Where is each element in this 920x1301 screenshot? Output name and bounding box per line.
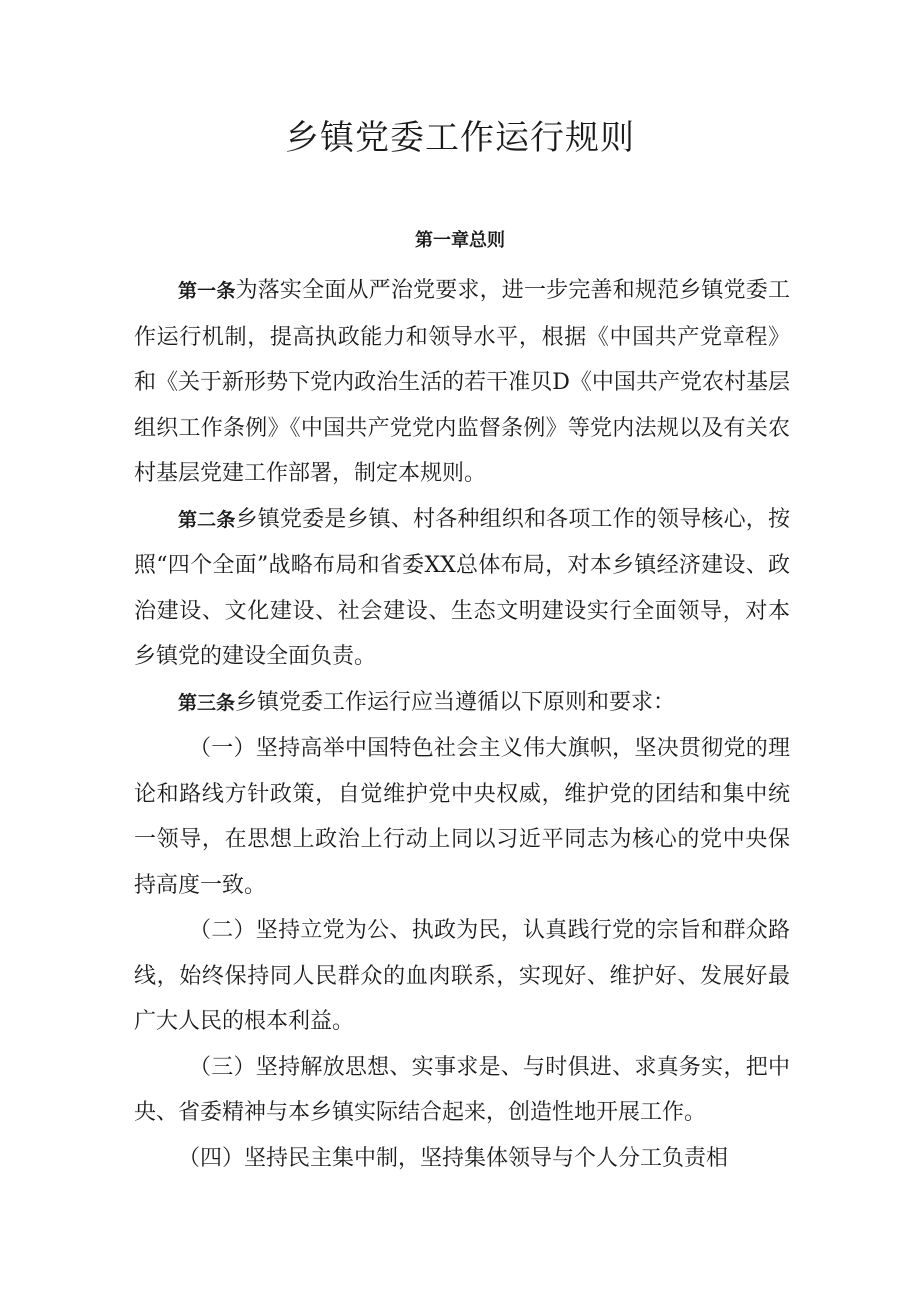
- article-paragraph: [134, 268, 790, 497]
- document-title: 乡镇党委工作运行规则: [285, 118, 635, 158]
- list-item: （三）坚持解放思想、实事求是、与时俱进、求真务实，把中央、省委精神与本乡镇实际结合起来，创造性地开展工作。: [134, 1054, 790, 1125]
- article-text: 乡镇党委是乡镇、村各种组织和各项工作的领导核心，按照“四个全面”战略布局和省委XX总体布局，对本乡镇经济建设、政治建设、文化建设、社会建设、生态文明建设实行全面领导，对本乡镇党的建设全面负责。: [134, 506, 790, 669]
- article-label: 第一条: [178, 280, 236, 302]
- article-text: 为落实全面从严治党要求，进一步完善和规范乡镇党委工作运行机制，提高执政能力和领导水平，根据《中国共产党章程》和《关于新形势下党内政治生活的若干准贝D《中国共产党农村基层组织工作条例》《中国共产党党内监督条例》等党内法规以及有关农村基层党建工作部署，制定本规则。: [134, 278, 790, 486]
- article-label: 第三条: [178, 691, 236, 714]
- article-text: 乡镇党委工作运行应当遵循以下原则和要求：: [235, 689, 676, 715]
- list-item: （四）坚持民主集中制，坚持集体领导与个人分工负责相: [178, 1145, 729, 1171]
- article-paragraph: [134, 680, 790, 727]
- article-label: 第二条: [178, 508, 236, 531]
- chapter-title: 第一章总则: [415, 230, 505, 251]
- article-paragraph: [134, 497, 790, 680]
- list-item: （一）坚持高举中国特色社会主义伟大旗帜，坚决贯彻党的理论和路线方针政策，自觉维护党中央权威，维护党的团结和集中统一领导，在思想上政治上行动上同以习近平同志为核心的党中央保持高度一致。: [134, 736, 790, 898]
- document-body: [134, 268, 790, 1181]
- list-item: （二）坚持立党为公、执政为民，认真践行党的宗旨和群众路线，始终保持同人民群众的血肉联系，实现好、维护好、发展好最广大人民的根本利益。: [134, 918, 790, 1034]
